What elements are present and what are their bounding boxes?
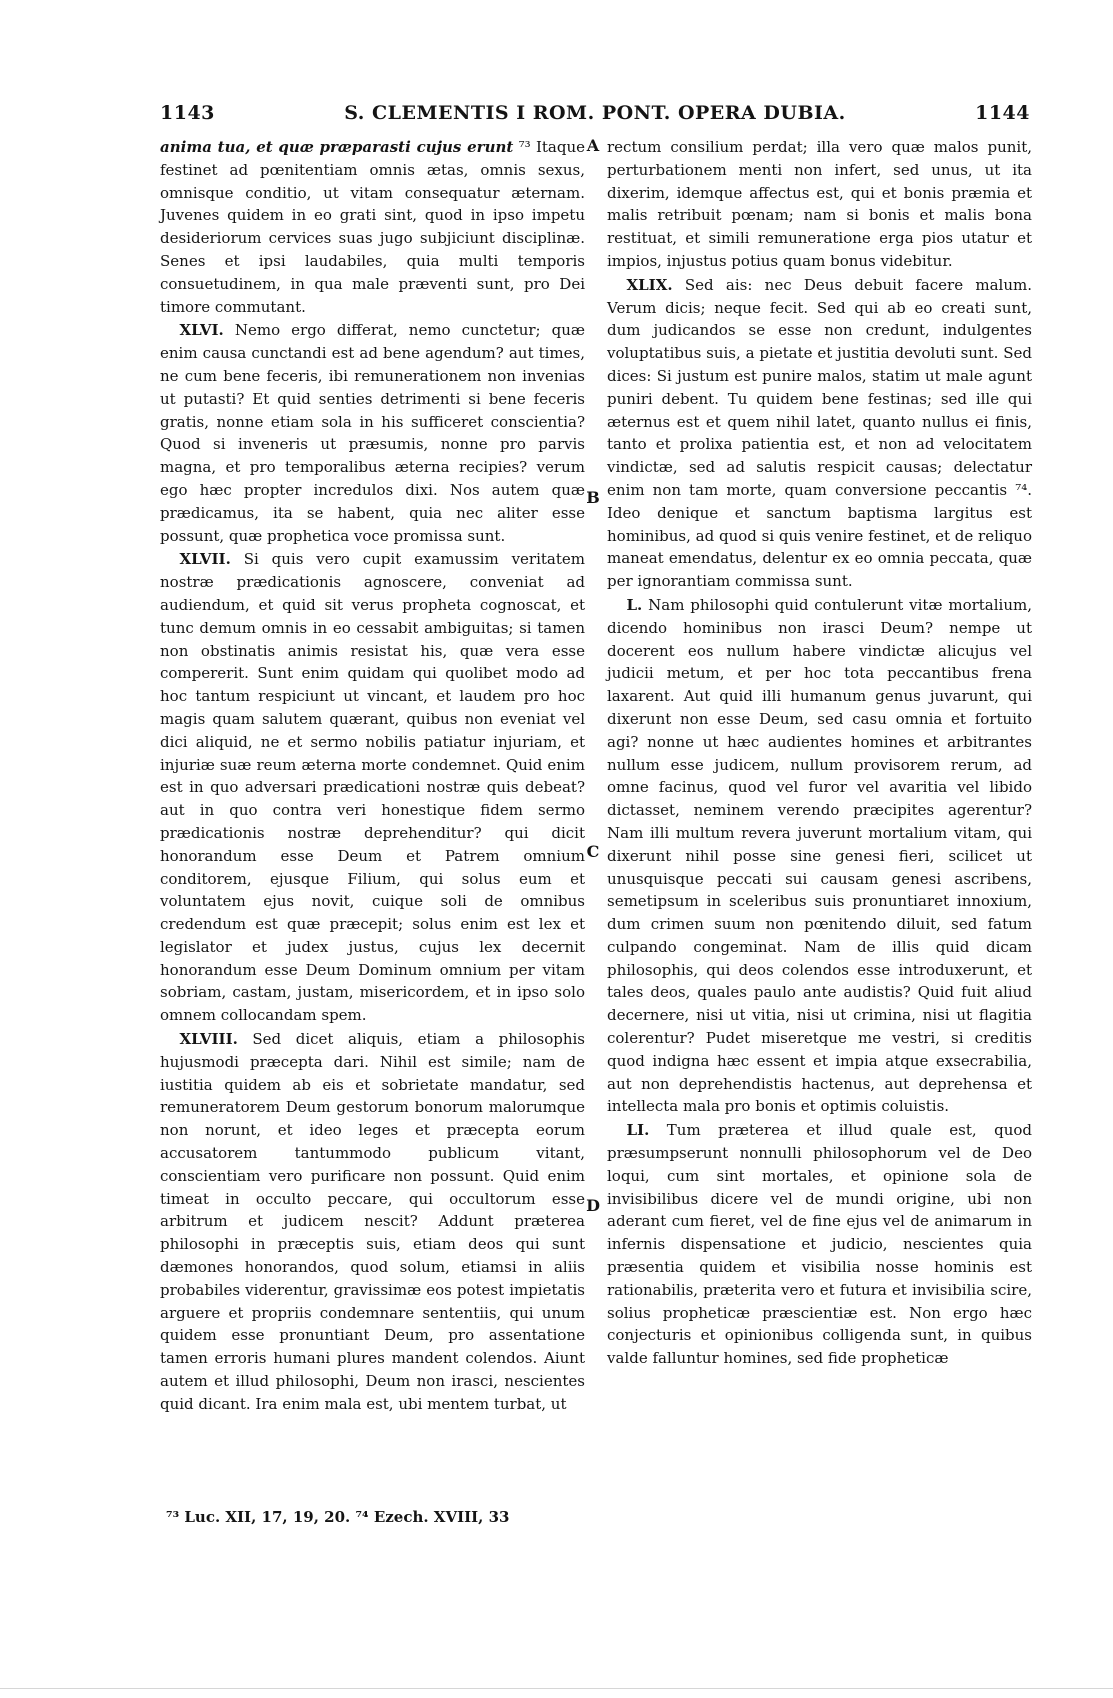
paragraph-continuation	[607, 136, 1032, 273]
page-number-right: 1144	[975, 102, 1030, 124]
footnote: ⁷³ Luc. XII, 17, 19, 20. ⁷⁴ Ezech. XVIII, 33	[166, 1508, 510, 1526]
margin-marker-d: D	[586, 1196, 600, 1215]
left-column	[160, 136, 585, 1416]
running-title: S. CLEMENTIS I ROM. PONT. OPERA DUBIA.	[344, 102, 846, 124]
paragraph-li	[607, 1119, 1032, 1370]
margin-marker-b: B	[586, 488, 600, 507]
paragraph-italic-lead: anima tua, et quæ præparasti cujus erunt	[160, 138, 514, 156]
section-heading: XLVII.	[179, 550, 231, 569]
paragraph-text: ⁷³ Itaque festinet ad pœnitentiam omnis ætas, omnis sexus, omnisque conditio, ut vitam consequatur æternam. Juvenes quidem in eo grati sint, quod in ipso impetu desideriorum cervices suas jugo subjiciunt disciplinæ. Senes et ipsi laudabiles, quia multi temporis consuetudinem, in qua male præventi sunt, pro Dei timore commutant.	[160, 138, 585, 316]
paragraph-continuation	[160, 136, 585, 318]
scan-edge-line	[0, 1688, 1113, 1689]
paragraph-xlvii	[160, 548, 585, 1027]
running-header	[160, 96, 1030, 130]
page-number-left: 1143	[160, 102, 215, 124]
margin-marker-a: A	[586, 136, 600, 155]
paragraph-text: Nam philosophi quid contulerunt vitæ mortalium, dicendo hominibus non irasci Deum? nempe ut docerent eos nullum habere vindictæ alicujus vel judicii metum, et per hoc tota peccantibus frena laxarent. Aut quid illi humanum genus juvarunt, qui dixerunt non esse Deum, sed casu omnia et fortuito agi? nonne ut hæc audientes homines et arbitrantes nullum esse judicem, nullum provisorem rerum, ad omne facinus, quod vel furor vel avaritia vel libido dictasset, neminem verendo præcipites agerentur? Nam illi multum revera juverunt mortalium vitam, qui dixerunt nihil posse sine genesi fieri, scilicet ut unusquisque peccati sui causam genesi ascribens, semetipsum in sceleribus suis pronuntiaret innoxium, dum crimen suum non pœnitendo diluit, sed fatum culpando congeminat. Nam de illis quid dicam philosophis, qui deos colendos esse introduxerunt, et tales deos, quales paulo ante audistis? Quid fuit aliud decernere, nisi ut vitia, nisi ut crimina, nisi ut flagitia colerentur? Pudet miseretque me vestri, si creditis quod indigna hæc essent et impia atque exsecrabilia, aut non deprehendistis hactenus, aut deprehensa et intellecta mala pro bonis et optimis coluistis.	[607, 595, 1032, 1116]
paragraph-text: rectum consilium perdat; illa vero quæ malos punit, perturbationem menti non infert, sed unus, ut ita dixerim, idemque affectus est, qui et bonis præmia et malis retribuit pœnam; nam si bonis et malis bona restituat, et simili remuneratione erga pios utatur et impios, injustus potius quam bonus videbitur.	[607, 138, 1032, 270]
paragraph-text: Nemo ergo differat, nemo cunctetur; quæ enim causa cunctandi est ad bene agendum? aut times, ne cum bene feceris, ibi remunerationem non invenias ut putasti? Et quid senties detrimenti si bene feceris gratis, nonne etiam sola in his sufficeret conscientia? Quod si inveneris ut præsumis, nonne pro parvis magna, et pro temporalibus æterna recipies? verum ego hæc propter incredulos dixi. Nos autem quæ prædicamus, ita se habent, quia nec aliter esse possunt, quæ prophetica voce promissa sunt.	[160, 321, 585, 545]
paragraph-text: Sed dicet aliquis, etiam a philosophis hujusmodi præcepta dari. Nihil est simile; nam de iustitia quidem ab eis et sobrietate mandatur, sed remuneratorem Deum gestorum bonorum malorumque non norunt, et ideo leges et præcepta eorum accusatorem tantummodo publicum vitant, conscientiam vero purificare non possunt. Quid enim timeat in occulto peccare, qui occultorum esse arbitrum et judicem nescit? Addunt præterea philosophi in præceptis suis, etiam deos qui sunt dæmones honorandos, quod solum, etiamsi in aliis probabiles viderentur, gravissimæ eos potest impietatis arguere et propriis condemnare sententiis, qui unum quidem esse pronuntiant Deum, pro assentatione tamen erroris humani plures mandent colendos. Aiunt autem et illud philosophi, Deum non irasci, nescientes quid dicant. Ira enim mala est, ubi mentem turbat, ut	[160, 1030, 585, 1413]
paragraph-text: Sed ais: nec Deus debuit facere malum. Verum dicis; neque fecit. Sed qui ab eo creati sunt, dum judicandos se esse non credunt, indulgentes voluptatibus suis, a pietate et justitia devoluti sunt. Sed dices: Si justum est punire malos, statim ut male agunt puniri debent. Tu quidem bene festinas; sed ille qui æternus est et quem nihil latet, quanto nullus ei finis, tanto et prolixa patientia est, et non ad velocitatem vindictæ, sed ad salutis respicit causas; delectatur enim non tam morte, quam conversione peccantis ⁷⁴. Ideo denique et sanctum baptisma largitus est hominibus, ad quod si quis venire festinet, et de reliquo maneat emendatus, delentur ex eo omnia peccata, quæ per ignorantiam commissa sunt.	[607, 275, 1032, 591]
section-heading: L.	[626, 595, 643, 614]
paragraph-xlvi	[160, 319, 585, 547]
paragraph-xlix	[607, 274, 1032, 593]
paragraph-xlviii	[160, 1028, 585, 1416]
section-heading: XLIX.	[626, 275, 673, 294]
paragraph-text: Tum præterea et illud quale est, quod præsumpserunt nonnulli philosophorum vel de Deo loqui, cum sint mortales, et opinione sola de invisibilibus dicere vel de mundi origine, ubi non aderant cum fieret, vel de fine ejus vel de animarum in infernis dispensatione et judicio, nescientes quia præsentia quidem et visibilia nosse hominis est rationabilis, præterita vero et futura et invisibilia scire, solius propheticæ præscientiæ est. Non ergo hæc conjecturis et opinionibus colligenda sunt, in quibus valde falluntur homines, sed fide propheticæ	[607, 1121, 1032, 1368]
section-heading: XLVI.	[179, 321, 224, 340]
paragraph-text: Si quis vero cupit examussim veritatem nostræ prædicationis agnoscere, conveniat ad audiendum, et quid sit verus propheta cognoscat, et tunc demum omnis in eo cessabit ambiguitas; si tamen non obstinatis animis resistat his, quæ vera esse compererit. Sunt enim quidam qui quolibet modo ad hoc tantum respiciunt ut vincant, et laudem pro hoc magis quam salutem quærant, quibus non eveniat vel dici aliquid, ne et sermo nobilis patiatur injuriam, et injuriæ suæ reum æterna morte condemnet. Quid enim est in quo adversari prædicationi nostræ quis debeat? aut in quo contra veri honestique fidem sermo prædicationis nostræ deprehenditur? qui dicit honorandum esse Deum et Patrem omnium conditorem, ejusque Filium, qui solus eum et voluntatem ejus novit, cuique soli de omnibus credendum est quæ præcepit; solus enim est lex et legislator et judex justus, cujus lex decernit honorandum esse Deum Dominum omnium per vitam sobriam, castam, justam, misericordem, et in ipso solo omnem collocandam spem.	[160, 550, 585, 1025]
section-heading: XLVIII.	[179, 1030, 238, 1049]
right-column	[607, 136, 1032, 1370]
margin-marker-c: C	[586, 842, 600, 861]
paragraph-l	[607, 594, 1032, 1118]
section-heading: LI.	[626, 1121, 650, 1140]
